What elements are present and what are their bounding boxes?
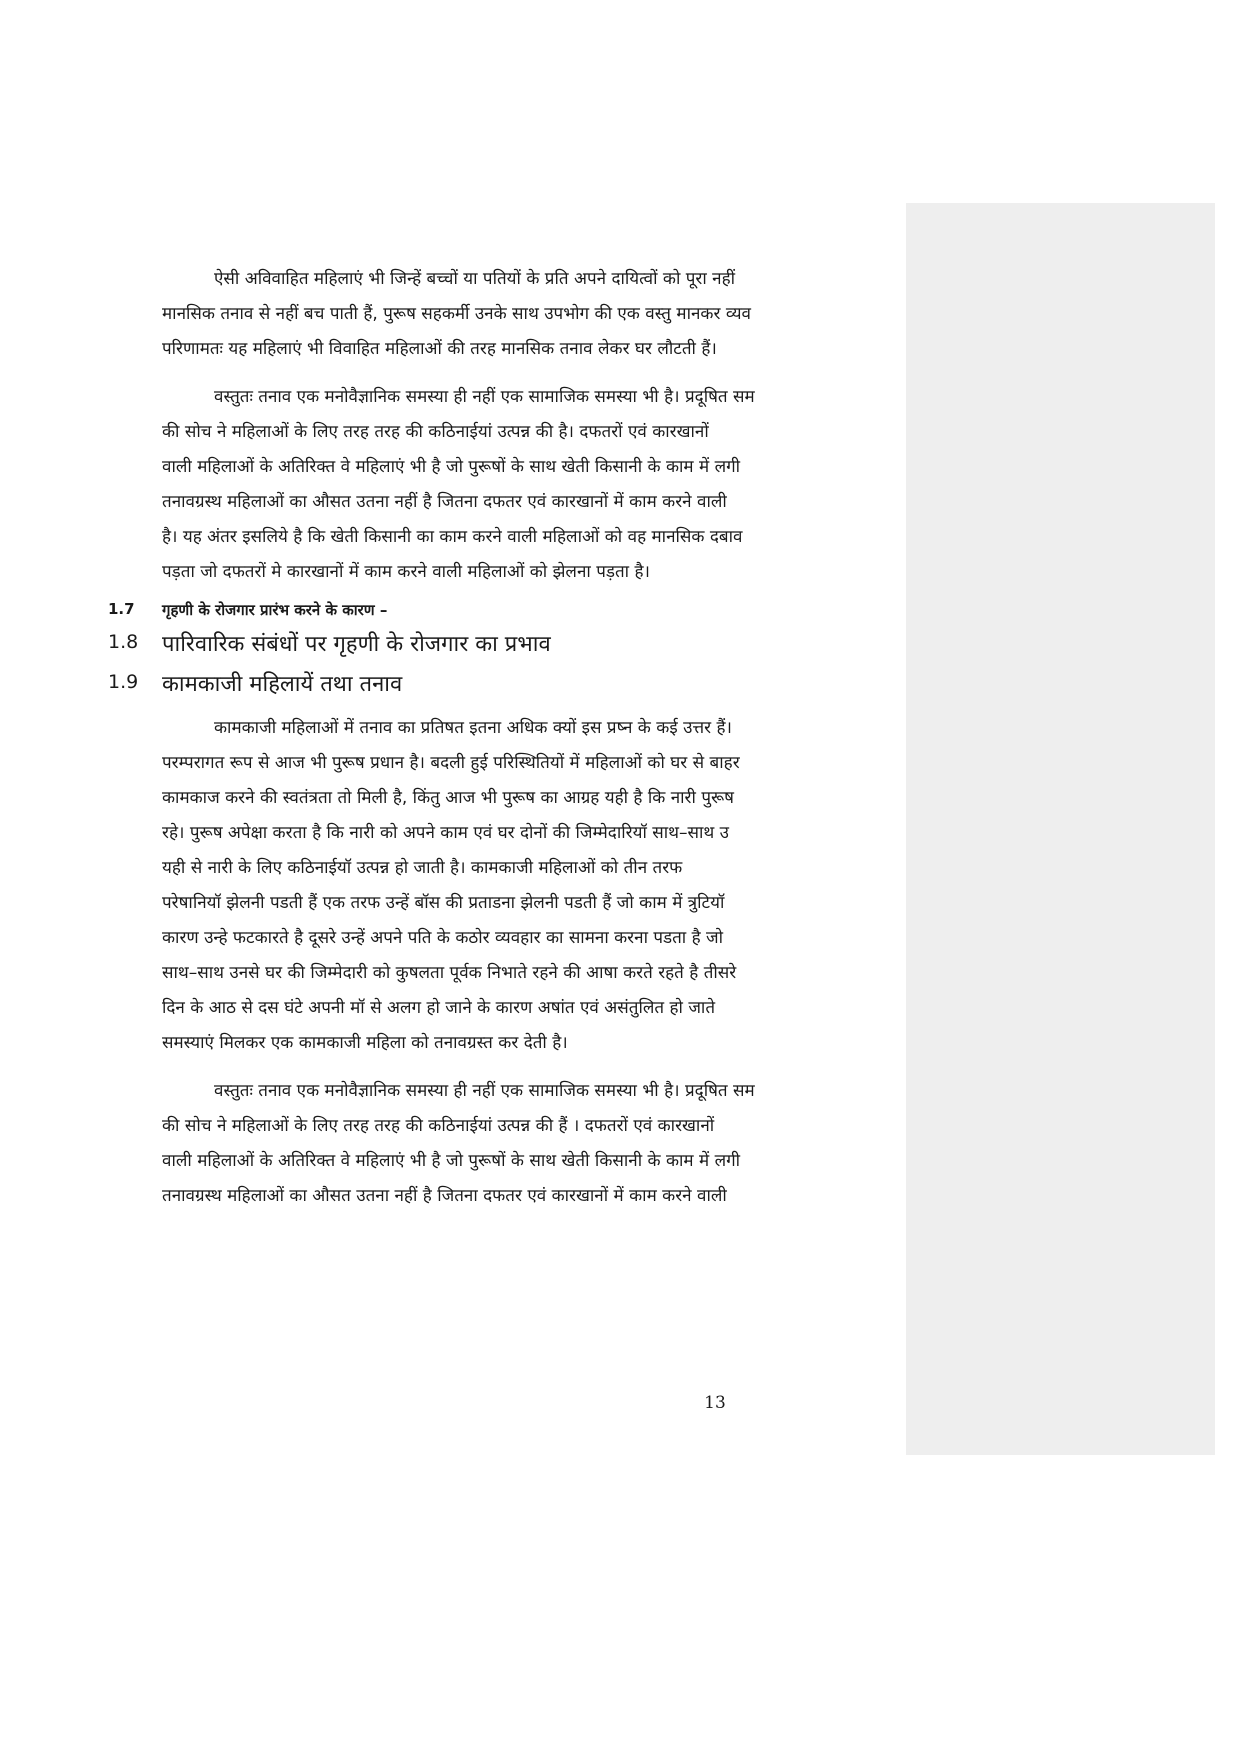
paragraph-3-line: कामकाज करने की स्वतंत्रता तो मिली है, किंतु आज भी पुरूष का आग्रह यही है कि नारी पुरूष bbox=[162, 788, 735, 808]
paragraph-3-line: यही से नारी के लिए कठिनाईयॉ उत्पन्न हो जाती है। कामकाजी महिलाओं को तीन तरफ bbox=[162, 858, 683, 878]
paragraph-1-line: ऐसी अविवाहित महिलाएं भी जिन्हें बच्चों या पतियों के प्रति अपने दायित्वों को पूरा नहीं bbox=[214, 269, 736, 289]
paragraph-3-line: कामकाजी महिलाओं में तनाव का प्रतिषत इतना अधिक क्यों इस प्रष्न के कई उत्तर हैं। bbox=[214, 718, 732, 738]
paragraph-1-line: परिणामतः यह महिलाएं भी विवाहित महिलाओं की तरह मानसिक तनाव लेकर घर लौटती हैं। bbox=[162, 339, 717, 359]
section-number: 1.9 bbox=[108, 671, 139, 693]
paragraph-2-line: है। यह अंतर इसलिये है कि खेती किसानी का काम करने वाली महिलाओं को वह मानसिक दबाव bbox=[162, 527, 743, 547]
paragraph-3-line: दिन के आठ से दस घंटे अपनी मॉ से अलग हो जाने के कारण अषांत एवं असंतुलित हो जाते bbox=[162, 998, 716, 1018]
page-number: 13 bbox=[704, 1393, 726, 1413]
section-title: पारिवारिक संबंधों पर गृहणी के रोजगार का प्रभाव bbox=[162, 632, 551, 657]
section-number: 1.7 bbox=[108, 600, 135, 618]
paragraph-2-line: तनावग्रस्थ महिलाओं का औसत उतना नहीं है जितना दफतर एवं कारखानों में काम करने वाली bbox=[162, 492, 727, 512]
paragraph-3-line: परम्परागत रूप से आज भी पुरूष प्रधान है। बदली हुई परिस्थितियों में महिलाओं को घर से बाहर bbox=[162, 753, 740, 773]
section-title: गृहणी के रोजगार प्रारंभ करने के कारण – bbox=[162, 601, 388, 619]
paragraph-4-line: तनावग्रस्थ महिलाओं का औसत उतना नहीं है जितना दफतर एवं कारखानों में काम करने वाली bbox=[162, 1186, 727, 1206]
paragraph-3-line: साथ–साथ उनसे घर की जिम्मेदारी को कुषलता पूर्वक निभाते रहने की आषा करते रहते है तीसरे bbox=[162, 963, 737, 983]
section-number: 1.8 bbox=[108, 631, 139, 653]
section-title: कामकाजी महिलायें तथा तनाव bbox=[162, 672, 403, 697]
comment-margin-pane bbox=[906, 203, 1215, 1455]
paragraph-4-line: वस्तुतः तनाव एक मनोवैज्ञानिक समस्या ही नहीं एक सामाजिक समस्या भी है। प्रदूषित सम bbox=[214, 1081, 755, 1101]
paragraph-2-line: वाली महिलाओं के अतिरिक्त वे महिलाएं भी है जो पुरूषों के साथ खेती किसानी के काम में लगी bbox=[162, 457, 741, 477]
paragraph-2-line: वस्तुतः तनाव एक मनोवैज्ञानिक समस्या ही नहीं एक सामाजिक समस्या भी है। प्रदूषित सम bbox=[214, 387, 755, 407]
paragraph-3-line: परेषानियॉ झेलनी पडती हैं एक तरफ उन्हें बॉस की प्रताडना झेलनी पडती हैं जो काम में त्रुटियॉ bbox=[162, 893, 725, 913]
paragraph-3-line: रहे। पुरूष अपेक्षा करता है कि नारी को अपने काम एवं घर दोनों की जिम्मेदारियॉ साथ–साथ उ bbox=[162, 823, 729, 843]
paragraph-4-line: वाली महिलाओं के अतिरिक्त वे महिलाएं भी है जो पुरूषों के साथ खेती किसानी के काम में लगी bbox=[162, 1151, 741, 1171]
paragraph-3-line: कारण उन्हे फटकारते है दूसरे उन्हें अपने पति के कठोर व्यवहार का सामना करना पडता है जो bbox=[162, 928, 724, 948]
paragraph-2-line: पड़ता जो दफतरों मे कारखानों में काम करने वाली महिलाओं को झेलना पड़ता है। bbox=[162, 562, 650, 582]
paragraph-1-line: मानसिक तनाव से नहीं बच पाती हैं, पुरूष सहकर्मी उनके साथ उपभोग की एक वस्तु मानकर व्यव bbox=[162, 304, 751, 324]
paragraph-2-line: की सोच ने महिलाओं के लिए तरह तरह की कठिनाईयां उत्पन्न की है। दफतरों एवं कारखानों bbox=[162, 422, 709, 442]
paragraph-4-line: की सोच ने महिलाओं के लिए तरह तरह की कठिनाईयां उत्पन्न की हैं । दफतरों एवं कारखानों bbox=[162, 1116, 715, 1136]
paragraph-3-line: समस्याएं मिलकर एक कामकाजी महिला को तनावग्रस्त कर देती है। bbox=[162, 1033, 568, 1053]
